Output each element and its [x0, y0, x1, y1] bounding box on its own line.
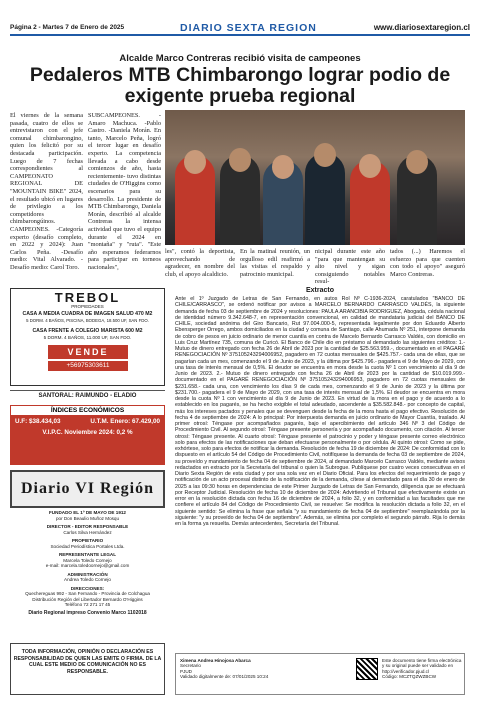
article-col-1: El viernes de la semana pasada, cuatro de ellos se entrevistaron con el jefe comunal chimbarongino, quien los felicitó por su destacada participación. Luego de 7 fechas correspondientes al CAMPEONATO REGIONAL DE "MOUNTAIN BIKE" 2024, el resultado ubicó en lugares de privilegio a los competidores chimbarongúinos. CAMPEONES. -Categoría experto (desafío completo, en 2022 y 2024): Juan Carlos Peña. -Desafío medio: Vital Alvarado. -Desafío medio: Carol Toro. [10, 112, 83, 271]
distribution: Distribución Región del Libertador Bernardo O'Higgins [32, 596, 143, 602]
page-info: Página 2 - Martes 7 de Enero de 2025 [10, 24, 125, 31]
masthead-credits [10, 510, 165, 616]
admin-label: ADMINISTRACIÓN [67, 571, 108, 577]
signer-role: Secretario [180, 663, 201, 669]
director-label: DIRECTOR - EDITOR RESPONSABLE [46, 524, 129, 529]
article-col-5: nicipal durante este año "para que mantengan su alto nivel y sigan consiguiendo notables resul- [315, 248, 385, 284]
ad-line-1b: 5 DORM. 4 BAÑOS, PISCINA, BODEGA, 18.500 UF, SAN FDO. [26, 318, 149, 323]
signature-note: Este documento tiene firma electrónica y su original puede ser validado en http://verificador.pjud.cl [382, 658, 462, 674]
extracto-body: Ante el 1º Juzgado de Letras de San Fernando, en autos Rol Nº C-1936-2024, caratulados "BANCO DE CHILE/CARRASCO", se ordenó notificar por avisos a MARCELO BERNARDO CARRASCO VALDÉS, la siguiente demanda de fecha 03 de septiembre de 2024 y resoluciones: PAULA ARANCIBIA RODRIGUEZ, Abogada, cédula nacional de identidad número 9.342.648-7, en representación convencional, en calidad de mandataria judicial del BANCO DE CHILE, sociedad anónima del Giro Bancario, Rut 97.004.000-5, representada legalmente por don Eduardo Alberto Ebensperger Orrego, ambos domiciliados en la ciudad y comuna de Santiago, calle Ahumada Nº 251, interpone demanda de cobro de pesos en juicio ordinario de menor cuantía en contra de Marcelo Bernardo Carrasco Valdés, con domicilio en Luis Cruz Martínez 735, comuna de Curicó. El Banco de Chile dio en préstamo al demandado las siguientes créditos: 1.- Mutuo de dinero entregado con fecha 26 de Abril de 2023 por la cantidad de $25.563.959.-, documentado en el PAGARÉ RENEGOCIACIÓN Nº 375105243294006952, pagadero en 72 cuotas mensuales de $425.757.- cada una de ellas, que se pagarían cada un mes, comenzando el 9 de Junio de 2023, y la última por $425.796.- pagadera el 9 de Mayo de 2029, con una tasa de interés mensual de 0,5%. El deudor se encuentra en mora desde la cuota Nº 1 con vencimiento al día 9 de Junio de 2023. 2.- Mutuo de dinero entregado con fecha 26 de Abril de 2023 por la cantidad de $10.019.999.- documentado en el PAGARÉ RENEGOCIACIÓN Nº 375105243294006953, pagadero en 72 cuotas mensuales de $231.658.- cada una, con vencimiento los días 9 de cada mes, comenzando el 9 de Junio de 2023 y la última por $231.700.- pagadera el 9 de Mayo de 2029, con una tasa de interés mensual de 1,5%. El deudor se encuentra en mora desde la cuota Nº 1 con vencimiento al día 9 de Junio de 2023. En virtud de la mora en el pago y de acuerdo a lo establecido en los pagarés, se ha hecho exigible el total adeudado, ascendente a $35.582.848.- por concepto de capital, más los intereses pactados y penales que se devenguen desde la fecha de la mora hasta el pago efectivo. Resolución de fecha 4 de septiembre de 2024: A lo principal: Por interpuesta demanda en juicio ordinario de Mayor Cuantía, traslado. Al primer otrosí: Téngase por acompañados pagarés, bajo el apercibimiento del artículo 346 Nº 3 del Código de Procedimiento Civil. Al segundo otrosí: Téngase presente personería y por acompañado documento, con citación. Al tercer otrosí: Téngase presente. Al cuarto otrosí: Téngase presente el patrocinio y poder y téngase presente correo electrónico solo para efectos de las notificaciones que deban efectuarse personalmente o por cédula. Al quinto otrosí: Como se pide, exhórtese, solo para efectos de notificar la demanda. Resolución de fecha 19 de diciembre de 2024: De conformidad con lo dispuesto en el artículo 54 del Código de Procedimiento Civil, notifíquese la demanda de fecha 03 de septiembre de 2024, su proveído y mandamiento de fecha 04 de septiembre de 2024, al demandado Marcelo Carrasco Valdés, mediante avisos redactados en extracto por la Secretaría del tribunal o quien la Subrogue. Publíquese por cuatro veces consecutivas en el Diario Sexta Región de esta ciudad y por una sola vez en el Diario Oficial. Para los efectos del requerimiento de pago y notificación de un acto procesal distinto de la notificación de la demanda, cítese al demandado para el día 30 de enero de 2025 a las 09:30 horas en dependencias de este Primer Juzgado de Letras de San Fernando, diligencia que se efectuará por Receptor Judicial. Resolución de fecha 10 de diciembre de 2024: Advirtiendo el Tribunal que efectivamente existe un error en la resolución dictada con fecha 16 de diciembre de 2024, a folio 32, y en conformidad a las facultades que me confiere el artículo 84 del Código de Procedimiento Civil, se resuelve: Se modifica la resolución dictada a folio 32, en el siguiente sentido: Se elimina la frase que señala "y su mandamiento de fecha 04 de septiembre" reemplazándola por la siguiente: "y su proveído de fecha 04 de septiembre". Además, se elimina por completo el segundo párrafo. Rija lo demás en la forma ya resuelta. Demás antecedentes, Secretaría del Tribunal. [175, 296, 465, 527]
owner-label: PROPIETARIO [71, 538, 104, 543]
ad-line-1: CASA A MEDIA CUADRA DE IMAGEN SALUD 470 M2 [22, 311, 153, 317]
address-label: DIRECCIONES: [70, 585, 105, 591]
extracto-title: Extracto [305, 287, 334, 294]
article-col-4: En la matinal reunión, un orgulloso edil reafirmó a las visitas el respaldo y patrocinio municipal. [240, 248, 310, 278]
article-headline: Pedaleros MTB Chimbarongo lograr podio de exigente prueba regional [29, 64, 451, 107]
printer: Diario Regional impreso Convenio Marco 1102018 [28, 609, 147, 616]
article-col-6: tados (...) Haremos el esfuerzo para que cuenten con todo el apoyo" aseguró Marco Contreras. [390, 248, 465, 278]
ipc-value: V.I.P.C. Noviembre 2024: 0,2 % [42, 429, 133, 436]
ad-line-2: CASA FRENTE A COLEGIO MARISTA 600 M2 [32, 328, 143, 334]
owner: Sociedad Periodística Portales Ltda. [50, 543, 125, 549]
ad-brand-sub: PROPIEDADES [71, 304, 104, 309]
article-photo [165, 110, 465, 245]
signer-court: PJUD [180, 668, 192, 674]
divider [10, 390, 165, 391]
signature-code: Código: MCZTQZWZBCW [382, 674, 437, 680]
economic-indices [10, 405, 165, 465]
rep-label: REPRESENTANTE LEGAL [58, 552, 117, 557]
uf-value: U.F: $38.434,03 [15, 418, 61, 425]
ad-line-2b: 5 DORM. 4 BAÑOS, 11.000 UF, SAN FDO. [43, 335, 132, 340]
santoral: SANTORAL: RAIMUNDO - ELADIO [38, 393, 137, 399]
responsibility-notice: TODA INFORMACIÓN, OPINIÓN O DECLARACIÓN ES RESPONSABILIDAD DE QUIEN LAS EMITE O FIRMA. DE LA CUAL ESTE MEDIO DE COMUNICACIÓN NO ES RESPONSABLE. [10, 643, 165, 695]
signature-date: Validado digitalmente de: 07/01/2025 10:24 [180, 674, 269, 680]
website-link[interactable]: www.diariosextaregion.cl [373, 23, 470, 32]
signature-box [175, 653, 465, 695]
article-col-3: les", contó la deportista, aprovechando de agradecer, en nombre del club, el apoyo alcaldicio. [165, 248, 235, 278]
article-col-2: SUBCAMPEONES. -Amaro Machuca. -Pablo Castro. -Daniela Morán. En tanto, Marcelo Peña, logró el tercer lugar en desafío experto. La competencia llevada a cabo desde comienzos de año, hasta recientemente- tuvo distintas ciudades de O'Higgins como escenarios para su desarrollo. La presidente de MTB Chimbarongo, Daniela Morán, describió al alcalde Contreras la intensa actividad que tuvo el equipo durante el 2024 en "montaña" y "ruta". "Este año esperamos federarnos para participar en torneos nacionales", [88, 112, 161, 271]
ad-brand: TREBOL [54, 290, 121, 305]
masthead-logo [10, 470, 165, 508]
address: Quechereguas 992 - San Fernando - Provincia de Colchagua [25, 591, 150, 596]
rep-email[interactable]: e-mail: marcela.toledoornejo@gmail.com [45, 563, 130, 568]
indices-title: ÍNDICES ECONÓMICOS [11, 406, 164, 415]
article-kicker: Alcalde Marco Contreras recibió visita de campeones [119, 53, 361, 64]
page-header [10, 22, 470, 36]
director: Carlos Silva Hernández [63, 529, 112, 535]
founder: por Don Beaulio Muñoz Mosqu [55, 515, 120, 521]
qr-code-icon [356, 658, 378, 680]
utm-value: U.T.M. Enero: 67.429,00 [90, 418, 160, 425]
admin: Andrea Toledo Cornejo [64, 577, 111, 582]
masthead-name: Diario VI Región [20, 480, 155, 497]
signer-name: Ximena Andrea Hinojosa Abarca [180, 658, 251, 663]
founded-date: FUNDADO EL 1º DE MAYO DE 1912 [49, 510, 126, 515]
masthead-phone: Teléfono 72 271 17 45 [64, 602, 111, 607]
rep: Marcela Toledo Cornejo [63, 557, 112, 563]
whatsapp-phone[interactable]: +56975303611 [48, 361, 128, 371]
vende-banner: VENDE [48, 345, 128, 359]
paper-name: DIARIO SEXTA REGION [180, 22, 317, 34]
